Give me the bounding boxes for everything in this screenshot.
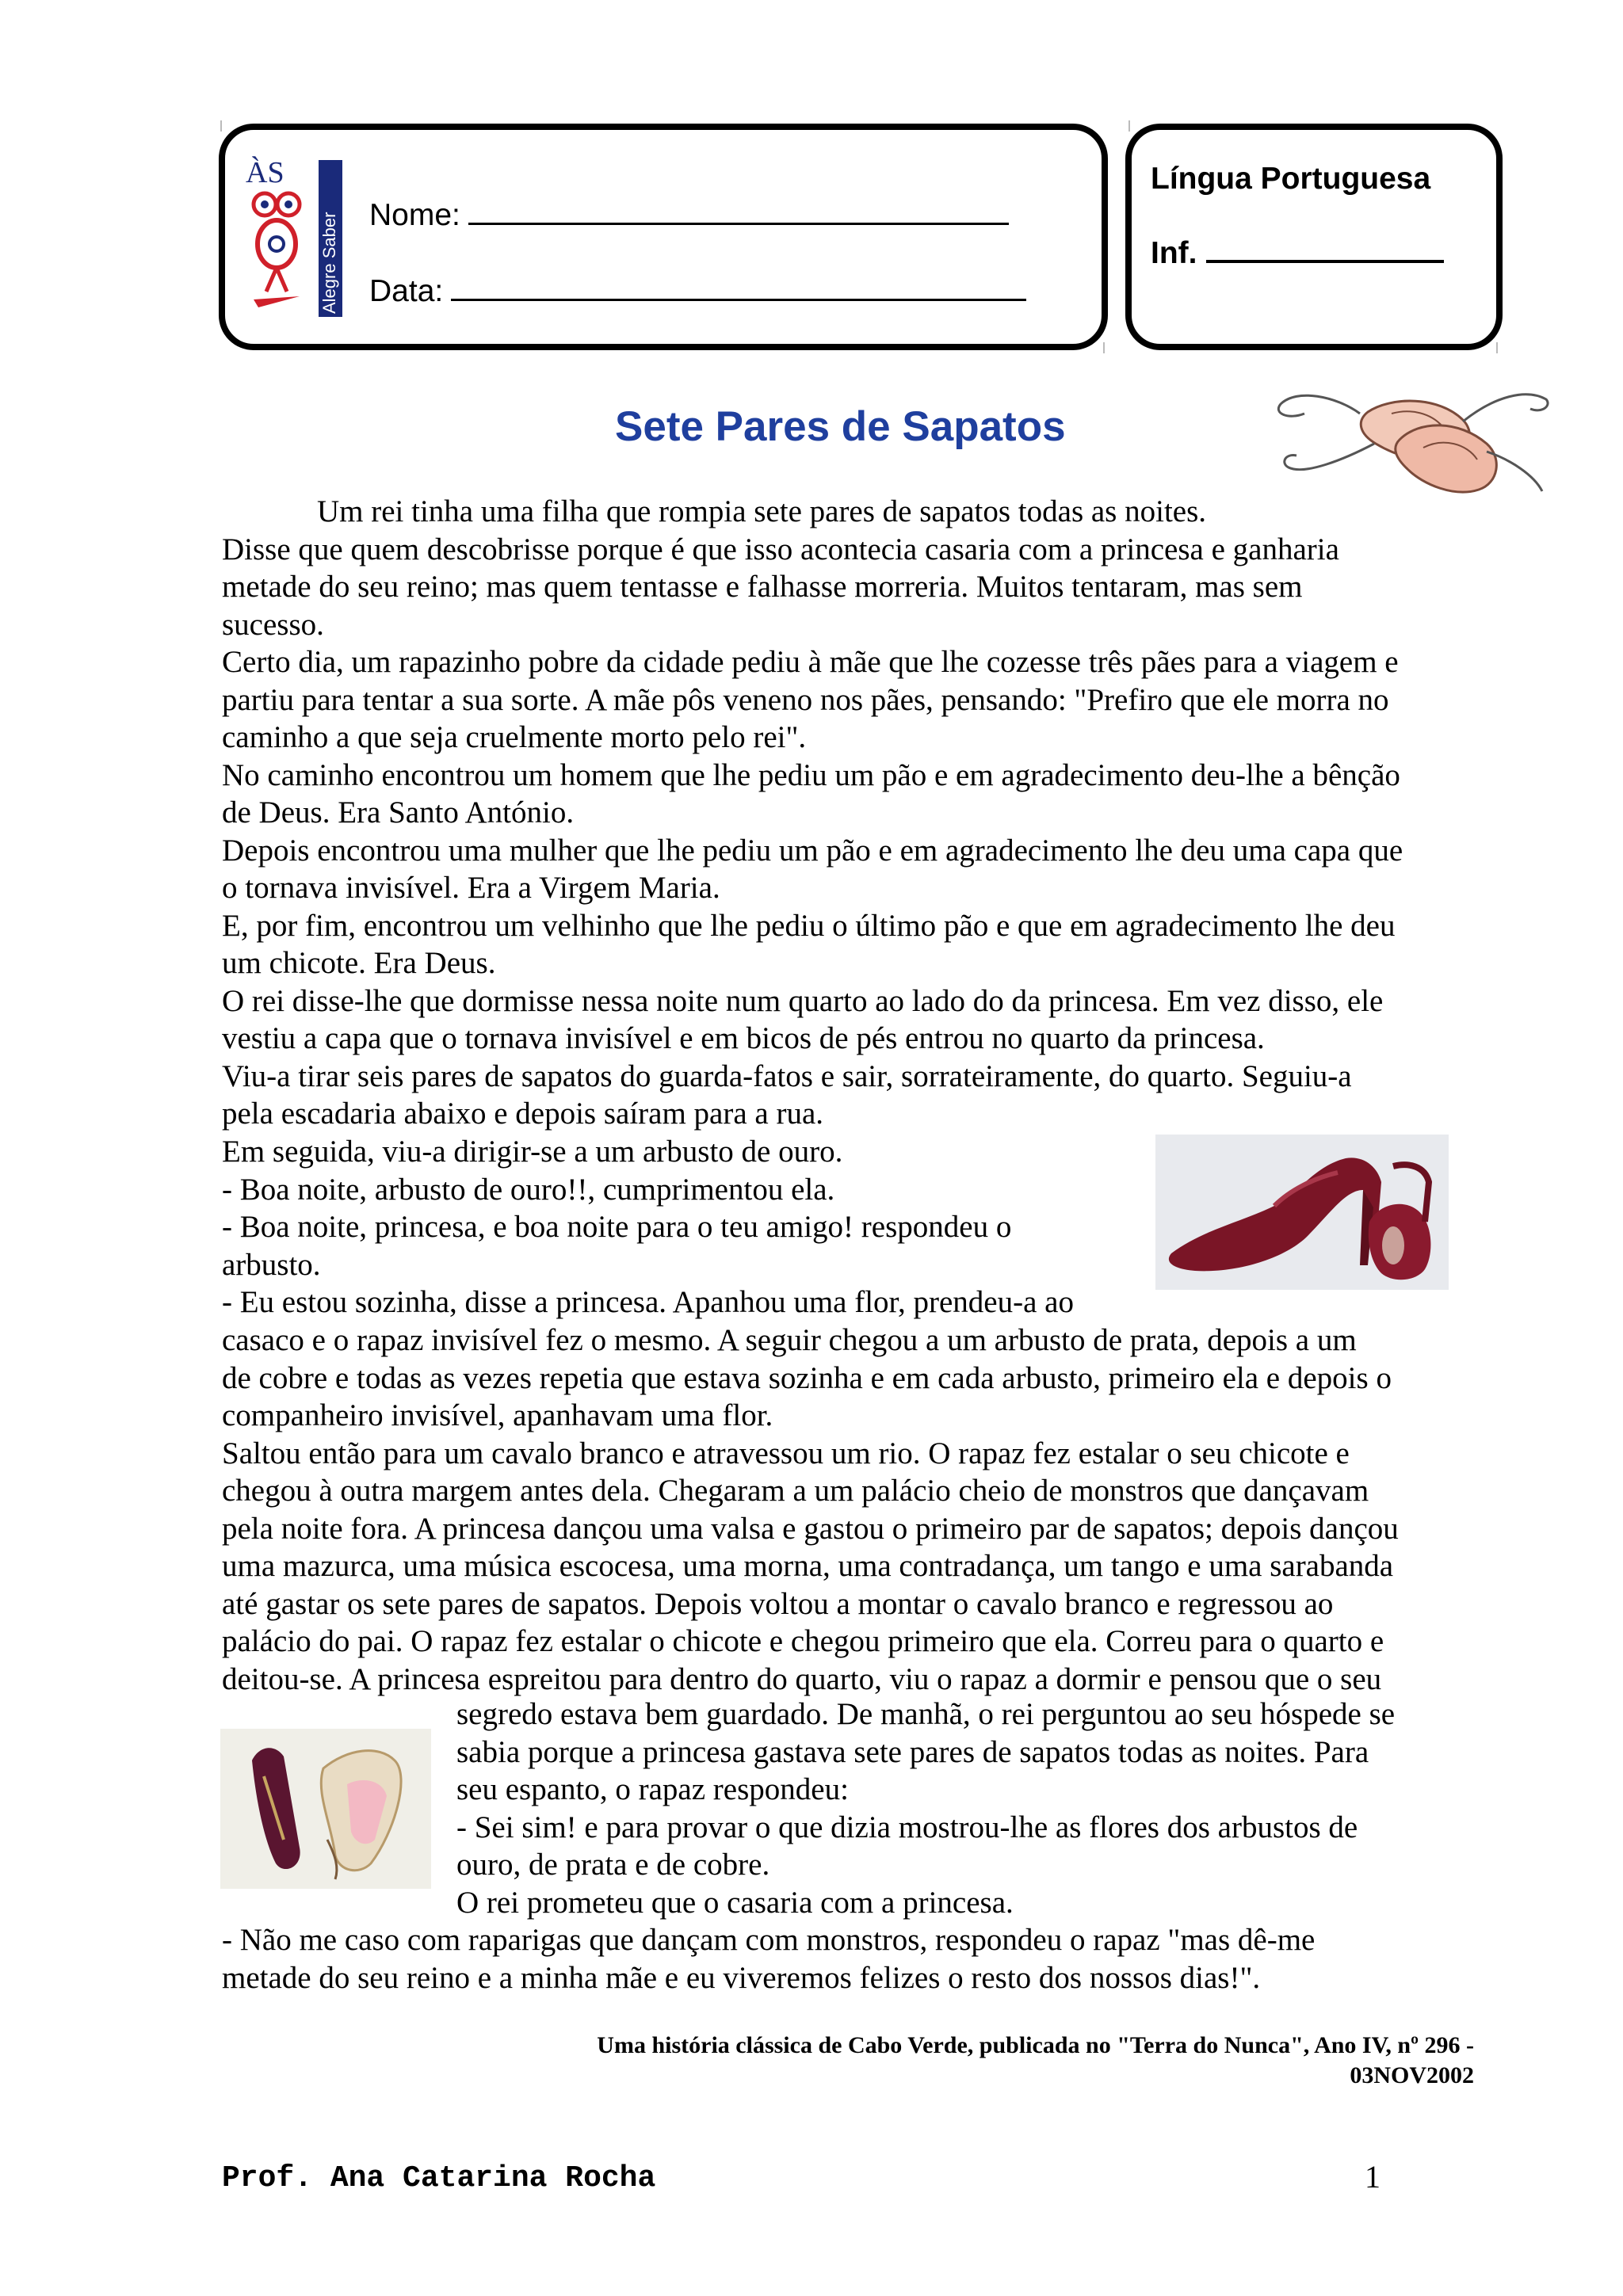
story-line: Em seguida, viu-a dirigir-se a um arbusto de ouro. bbox=[222, 1135, 843, 1169]
story-line: Depois encontrou uma mulher que lhe pediu um pão e em agradecimento lhe deu uma capa que bbox=[222, 833, 1403, 868]
story-line: No caminho encontrou um homem que lhe pediu um pão e em agradecimento deu-lhe a bênção bbox=[222, 757, 1400, 792]
inf-label: Inf. bbox=[1151, 236, 1197, 270]
story-line: metade do seu reino e a minha mãe e eu viveremos felizes o resto dos nossos dias!". bbox=[222, 1960, 1261, 1995]
story-line: de Deus. Era Santo António. bbox=[222, 795, 575, 830]
story-line: pela escadaria abaixo e depois saíram para a rua. bbox=[222, 1097, 824, 1131]
name-line[interactable] bbox=[468, 199, 1009, 225]
story-block-5 bbox=[222, 1921, 1474, 1997]
story-line: sucesso. bbox=[222, 607, 324, 642]
source-line: 03NOV2002 bbox=[1350, 2062, 1474, 2088]
inf-line[interactable] bbox=[1206, 236, 1444, 263]
teacher-name: Prof. Ana Catarina Rocha bbox=[222, 2161, 656, 2195]
story-line: arbusto. bbox=[222, 1247, 321, 1282]
inf-field[interactable] bbox=[1151, 236, 1444, 271]
story-line: - Não me caso com raparigas que dançam com monstros, respondeu o rapaz "mas dê-me bbox=[222, 1923, 1316, 1957]
story-line: vestiu a capa que o tornava invisível e em bicos de pés entrou no quarto da princesa. bbox=[222, 1021, 1265, 1055]
story-line: ouro, de prata e de cobre. bbox=[456, 1848, 770, 1882]
embroidered-slippers-photo bbox=[220, 1729, 431, 1889]
story-block-4 bbox=[456, 1695, 1479, 1921]
story-block-1 bbox=[222, 493, 1474, 1133]
source-citation bbox=[444, 2031, 1474, 2091]
story-line: metade do seu reino; mas quem tentasse e falhasse morreria. Muitos tentaram, mas sem bbox=[222, 570, 1303, 604]
story-line: caminho a que seja cruelmente morto pelo rei". bbox=[222, 720, 807, 754]
story-line: palácio do pai. O rapaz fez estalar o chicote e chegou primeiro que ela. Correu para o quarto e bbox=[222, 1624, 1384, 1658]
story-line: o tornava invisível. Era a Virgem Maria. bbox=[222, 871, 720, 905]
story-line: seu espanto, o rapaz respondeu: bbox=[456, 1772, 849, 1806]
red-shoes-photo bbox=[1155, 1135, 1449, 1290]
story-line: segredo estava bem guardado. De manhã, o rei perguntou ao seu hóspede se bbox=[456, 1697, 1396, 1731]
story-line: Disse que quem descobrisse porque é que isso acontecia casaria com a princesa e ganharia bbox=[222, 532, 1339, 566]
student-info-box bbox=[219, 124, 1108, 350]
date-field[interactable] bbox=[369, 274, 1026, 309]
story-line: partiu para tentar a sua sorte. A mãe pôs veneno nos pães, pensando: "Prefiro que ele morra no bbox=[222, 682, 1389, 717]
story-line: companheiro invisível, apanhavam uma flor. bbox=[222, 1398, 773, 1432]
story-block-3 bbox=[222, 1322, 1474, 1698]
story-line: O rei prometeu que o casaria com a princesa. bbox=[456, 1885, 1014, 1920]
story-line: E, por fim, encontrou um velhinho que lhe pediu o último pão e que em agradecimento lhe deu bbox=[222, 908, 1396, 943]
date-line[interactable] bbox=[451, 275, 1026, 301]
name-label: Nome: bbox=[369, 198, 460, 232]
ballet-shoes-illustration bbox=[1273, 364, 1555, 505]
corner-mark bbox=[1496, 342, 1498, 353]
story-line: sabia porque a princesa gastava sete pares de sapatos todas as noites. Para bbox=[456, 1734, 1369, 1769]
story-line: até gastar os sete pares de sapatos. Depois voltou a montar o cavalo branco e regressou ao bbox=[222, 1586, 1334, 1621]
corner-mark bbox=[220, 120, 222, 132]
corner-mark bbox=[1128, 120, 1130, 132]
name-field[interactable] bbox=[369, 198, 1009, 233]
corner-mark bbox=[1103, 342, 1105, 353]
story-line: uma mazurca, uma música escocesa, uma morna, uma contradança, um tango e uma sarabanda bbox=[222, 1549, 1394, 1583]
date-label: Data: bbox=[369, 274, 444, 308]
alegre-saber-logo bbox=[242, 155, 346, 322]
story-title: Sete Pares de Sapatos bbox=[615, 403, 1066, 450]
story-line: - Eu estou sozinha, disse a princesa. Apanhou uma flor, prendeu-a ao bbox=[222, 1285, 1074, 1319]
source-line: Uma história clássica de Cabo Verde, publicada no "Terra do Nunca", Ano IV, nº 296 - bbox=[597, 2032, 1474, 2058]
logo-initials: ÀS bbox=[246, 156, 285, 189]
story-line: Viu-a tirar seis pares de sapatos do guarda-fatos e sair, sorrateiramente, do quarto. Seguiu-a bbox=[222, 1058, 1352, 1093]
story-line: pela noite fora. A princesa dançou uma valsa e gastou o primeiro par de sapatos; depois dançou bbox=[222, 1511, 1399, 1546]
story-line: Saltou então para um cavalo branco e atravessou um rio. O rapaz fez estalar o seu chicote e bbox=[222, 1436, 1350, 1470]
story-line: - Boa noite, princesa, e boa noite para o teu amigo! respondeu o bbox=[222, 1210, 1012, 1244]
story-line: de cobre e todas as vezes repetia que estava sozinha e em cada arbusto, primeiro ela e depois o bbox=[222, 1360, 1392, 1395]
story-line: Um rei tinha uma filha que rompia sete pares de sapatos todas as noites. bbox=[317, 494, 1207, 528]
subject-label: Língua Portuguesa bbox=[1151, 162, 1431, 196]
story-line: Certo dia, um rapazinho pobre da cidade pediu à mãe que lhe cozesse três pães para a viagem e bbox=[222, 645, 1399, 679]
story-line: - Sei sim! e para provar o que dizia mostrou-lhe as flores dos arbustos de bbox=[456, 1810, 1358, 1844]
story-line: casaco e o rapaz invisível fez o mesmo. A seguir chegou a um arbusto de prata, depois a um bbox=[222, 1323, 1357, 1357]
story-line: deitou-se. A princesa espreitou para dentro do quarto, viu o rapaz a dormir e pensou que o seu bbox=[222, 1661, 1382, 1696]
story-line: O rei disse-lhe que dormisse nessa noite num quarto ao lado do da princesa. Em vez disso, ele bbox=[222, 983, 1384, 1018]
story-line: chegou à outra margem antes dela. Chegaram a um palácio cheio de monstros que dançavam bbox=[222, 1474, 1369, 1508]
story-line: - Boa noite, arbusto de ouro!!, cumprimentou ela. bbox=[222, 1172, 835, 1207]
logo-brand-text: Alegre Saber bbox=[319, 212, 339, 314]
story-line: um chicote. Era Deus. bbox=[222, 946, 496, 980]
page-number: 1 bbox=[1365, 2159, 1381, 2195]
story-block-2 bbox=[222, 1133, 1125, 1322]
